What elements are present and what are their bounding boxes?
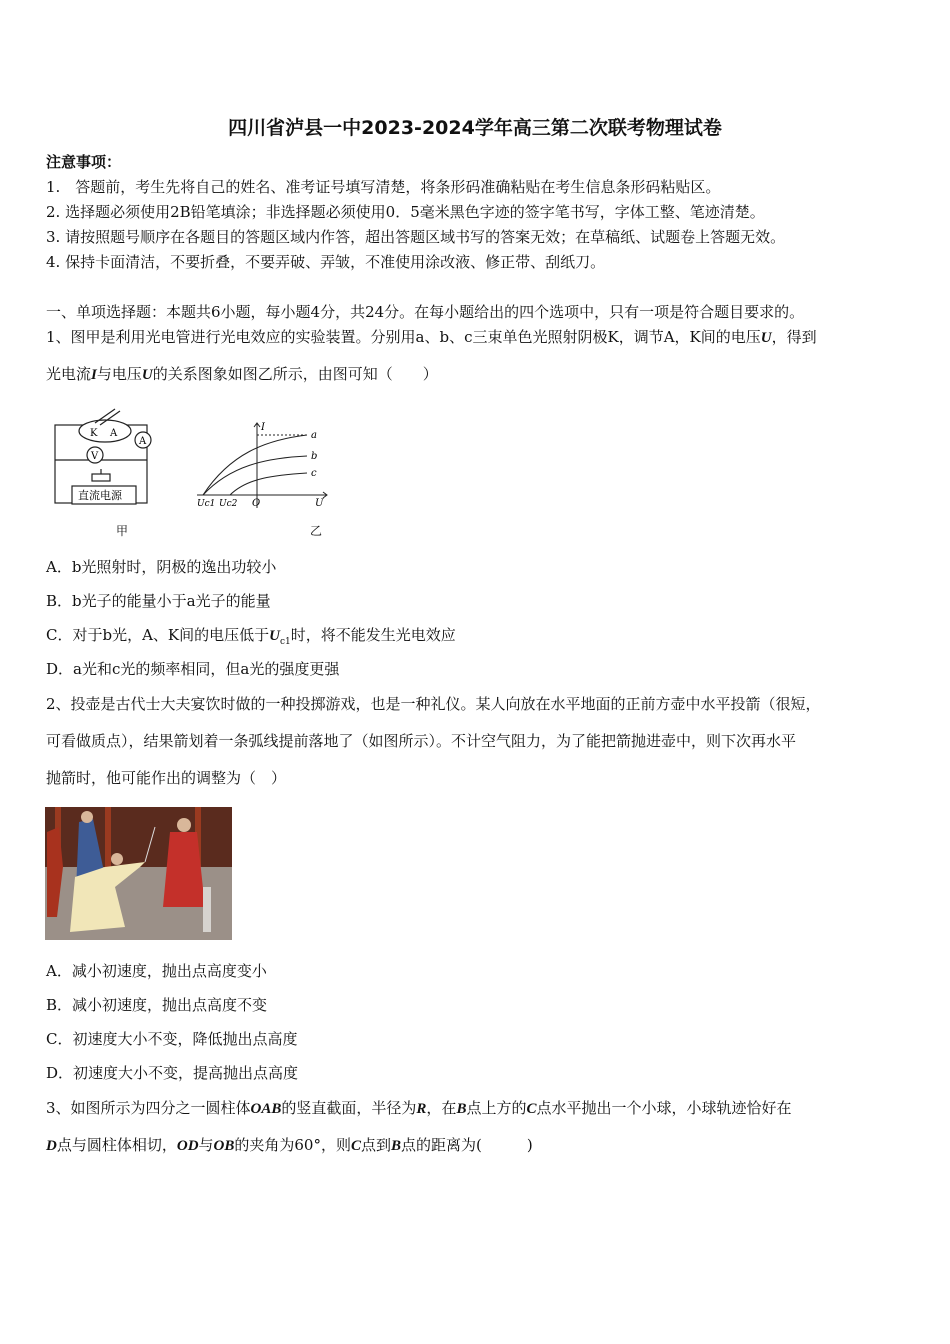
x-axis-label: U [315, 498, 324, 509]
power-source-label: 直流电源 [78, 489, 122, 502]
iu-graph [195, 418, 335, 513]
circuit-diagram [50, 403, 162, 511]
q3-stem-line2: D点与圆柱体相切，OD与OB的夹角为60°，则C点到B点的距离为( ) [46, 1136, 533, 1154]
q2-option: A．减小初速度，抛出点高度变小 [46, 962, 267, 980]
notice-item: 1. 答题前，考生先将自己的姓名、准考证号填写清楚，将条形码准确粘贴在考生信息条形码粘贴区。 [46, 178, 721, 196]
ammeter-label: A [139, 436, 147, 447]
q1-stem-line2: 光电流I与电压U的关系图象如图乙所示，由图可知（ ） [46, 365, 438, 383]
anode-label: A [110, 428, 118, 439]
q2-option: B．减小初速度，抛出点高度不变 [46, 996, 268, 1014]
q1-option: A．b光照射时，阴极的逸出功较小 [46, 558, 277, 576]
y-axis-label: I [261, 422, 265, 433]
q2-option: D．初速度大小不变，提高抛出点高度 [46, 1064, 299, 1082]
page-title: 四川省泸县一中2023-2024学年高三第二次联考物理试卷 [228, 117, 722, 139]
q1-option: C．对于b光，A、K间的电压低于$U_{c1}$时，将不能发生光电效应 [46, 626, 456, 647]
q1-stem-line1: 1、图甲是利用光电管进行光电效应的实验装置。分别用a、b、c三束单色光照射阴极K，调节A，K间的电压U，得到 [46, 328, 817, 346]
q2-stem-line: 抛箭时，他可能作出的调整为（ ） [46, 769, 287, 787]
q1-option: B．b光子的能量小于a光子的能量 [46, 592, 271, 610]
origin-label: O [252, 498, 261, 509]
q2-stem-line: 可看做质点），结果箭划着一条弧线提前落地了（如图所示）。不计空气阻力，为了能把箭抛进壶中，则下次再水平 [46, 732, 797, 750]
curve-c-label: c [311, 468, 317, 479]
notice-item: 3. 请按照题号顺序在各题目的答题区域内作答，超出答题区域书写的答案无效；在草稿纸、试题卷上答题无效。 [46, 228, 786, 246]
cathode-label: K [90, 428, 98, 439]
curve-a-label: a [311, 430, 317, 441]
voltmeter-label: V [91, 451, 99, 462]
notice-heading: 注意事项： [46, 153, 122, 171]
touhu-photo [45, 807, 232, 940]
curve-c [230, 473, 307, 495]
q2-stem-line: 2、投壶是古代士大夫宴饮时做的一种投掷游戏，也是一种礼仪。某人向放在水平地面的正前方壶中水平投箭（很短， [46, 695, 821, 713]
curve-b-label: b [311, 451, 318, 462]
section-heading: 一、单项选择题：本题共6小题，每小题4分，共24分。在每小题给出的四个选项中，只有一项是符合题目要求的。 [46, 303, 805, 321]
figure-caption-jia: 甲 [116, 524, 129, 538]
notice-item: 2. 选择题必须使用2B铅笔填涂；非选择题必须使用0．5毫米黑色字迹的签字笔书写，字体工整、笔迹清楚。 [46, 203, 765, 221]
uc2-label: Uc2 [219, 499, 238, 509]
q2-option: C．初速度大小不变，降低抛出点高度 [46, 1030, 298, 1048]
figure-caption-yi: 乙 [310, 524, 323, 538]
uc1-label: Uc1 [197, 499, 216, 509]
curve-a [203, 435, 307, 495]
notice-item: 4. 保持卡面清洁，不要折叠，不要弄破、弄皱，不准使用涂改液、修正带、刮纸刀。 [46, 253, 606, 271]
q1-option: D．a光和c光的频率相同，但a光的强度更强 [46, 660, 340, 678]
q3-stem-line1: 3、如图所示为四分之一圆柱体OAB的竖直截面，半径为R，在B点上方的C点水平抛出一个小球，小球轨迹恰好在 [46, 1099, 792, 1117]
